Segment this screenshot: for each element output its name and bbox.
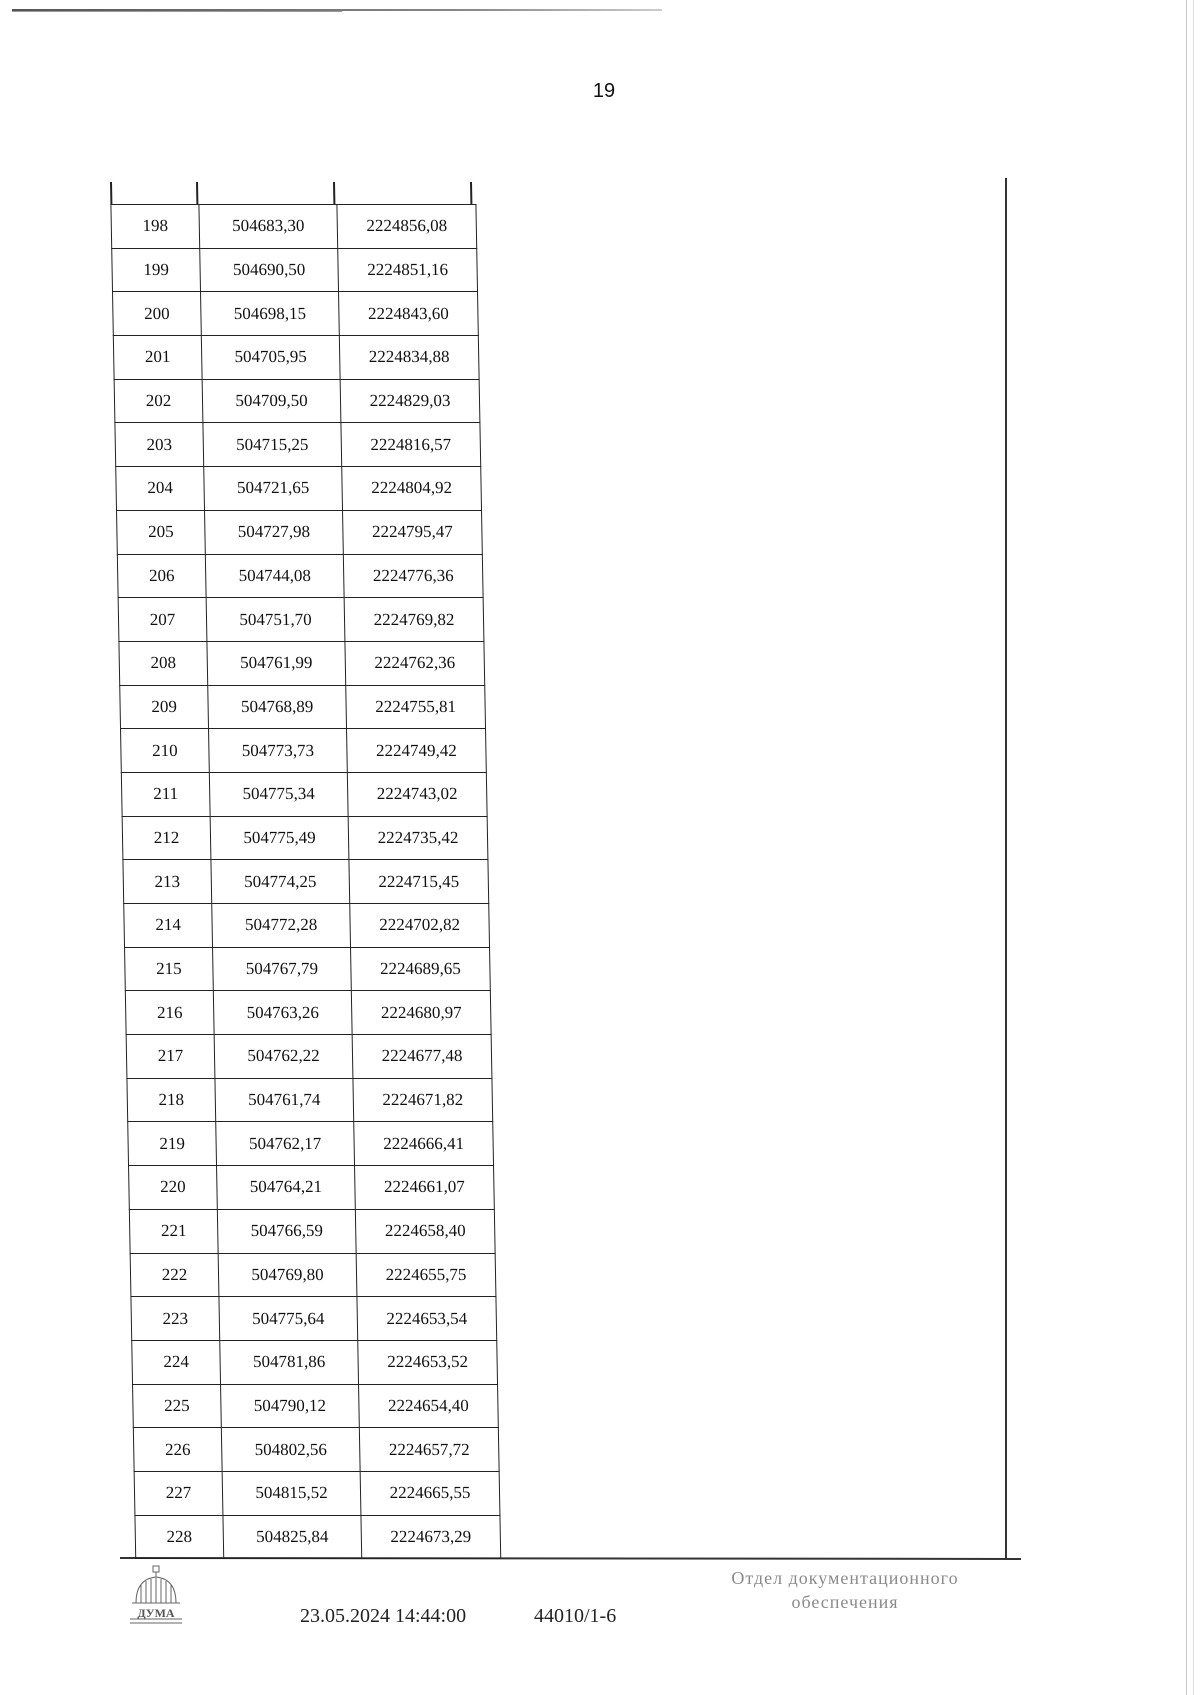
point-number-cell: 215 — [125, 947, 214, 991]
table-row — [112, 248, 478, 292]
y-coordinate-cell: 2224795,47 — [343, 510, 483, 554]
table-row — [116, 467, 482, 511]
point-number-cell: 206 — [117, 554, 206, 598]
table-row — [121, 772, 487, 816]
table-row — [117, 510, 483, 554]
point-number-cell: 212 — [122, 816, 211, 860]
table-row — [133, 1384, 499, 1428]
scan-edge-top-shadow — [12, 11, 342, 12]
point-number-cell: 202 — [114, 379, 203, 423]
table-row — [119, 641, 485, 685]
y-coordinate-cell: 2224689,65 — [351, 947, 491, 991]
point-number-cell: 216 — [125, 991, 214, 1035]
x-coordinate-cell: 504802,56 — [221, 1428, 360, 1472]
coordinates-table-body — [111, 205, 501, 1559]
y-coordinate-cell: 2224743,02 — [347, 772, 487, 816]
point-number-cell: 208 — [119, 641, 208, 685]
x-coordinate-cell: 504764,21 — [217, 1166, 356, 1210]
point-number-cell: 205 — [117, 510, 206, 554]
x-coordinate-cell: 504709,50 — [202, 379, 341, 423]
y-coordinate-cell: 2224762,36 — [345, 641, 485, 685]
point-number-cell: 199 — [112, 248, 201, 292]
x-coordinate-cell: 504727,98 — [205, 510, 344, 554]
x-coordinate-cell: 504772,28 — [212, 904, 351, 948]
x-coordinate-cell: 504781,86 — [220, 1340, 359, 1384]
x-coordinate-cell: 504769,80 — [218, 1253, 357, 1297]
point-number-cell: 223 — [131, 1297, 220, 1341]
table-row — [124, 904, 490, 948]
y-coordinate-cell: 2224843,60 — [339, 292, 479, 336]
coordinates-table-container — [110, 182, 497, 1558]
y-coordinate-cell: 2224755,81 — [346, 685, 486, 729]
table-row — [114, 379, 480, 423]
duma-logo — [128, 1565, 184, 1629]
point-number-cell: 219 — [128, 1122, 217, 1166]
x-coordinate-cell: 504698,15 — [201, 292, 340, 336]
department-line-2: обеспечения — [791, 1592, 899, 1612]
point-number-cell: 218 — [127, 1078, 216, 1122]
y-coordinate-cell: 2224673,29 — [361, 1515, 501, 1559]
table-row — [128, 1122, 494, 1166]
x-coordinate-cell: 504744,08 — [205, 554, 344, 598]
x-coordinate-cell: 504767,79 — [213, 947, 352, 991]
table-row — [134, 1471, 500, 1515]
table-row — [125, 991, 491, 1035]
y-coordinate-cell: 2224715,45 — [349, 860, 489, 904]
table-row — [113, 336, 479, 380]
y-coordinate-cell: 2224702,82 — [350, 904, 490, 948]
y-coordinate-cell: 2224657,72 — [359, 1428, 499, 1472]
frame-right-border — [1005, 178, 1007, 1558]
point-number-cell: 210 — [121, 729, 210, 773]
x-coordinate-cell: 504775,49 — [210, 816, 349, 860]
point-number-cell: 227 — [134, 1471, 223, 1515]
y-coordinate-cell: 2224677,48 — [352, 1035, 492, 1079]
y-coordinate-cell: 2224776,36 — [343, 554, 483, 598]
point-number-cell: 201 — [113, 336, 202, 380]
y-coordinate-cell: 2224851,16 — [338, 248, 478, 292]
y-coordinate-cell: 2224816,57 — [341, 423, 481, 467]
y-coordinate-cell: 2224665,55 — [360, 1471, 500, 1515]
table-row — [121, 729, 487, 773]
y-coordinate-cell: 2224735,42 — [348, 816, 488, 860]
table-row — [117, 554, 483, 598]
y-coordinate-cell: 2224749,42 — [347, 729, 487, 773]
point-number-cell: 226 — [133, 1428, 222, 1472]
table-row — [126, 1035, 492, 1079]
x-coordinate-cell: 504690,50 — [200, 248, 339, 292]
x-coordinate-cell: 504721,65 — [204, 467, 343, 511]
column-stub — [333, 182, 335, 204]
x-coordinate-cell: 504762,17 — [216, 1122, 355, 1166]
y-coordinate-cell: 2224769,82 — [344, 598, 484, 642]
point-number-cell: 200 — [113, 292, 202, 336]
point-number-cell: 198 — [111, 205, 200, 249]
x-coordinate-cell: 504790,12 — [221, 1384, 360, 1428]
y-coordinate-cell: 2224671,82 — [353, 1078, 493, 1122]
table-row — [122, 816, 488, 860]
table-row — [132, 1340, 498, 1384]
column-stub — [110, 182, 112, 204]
y-coordinate-cell: 2224834,88 — [339, 336, 479, 380]
point-number-cell: 228 — [135, 1515, 224, 1559]
x-coordinate-cell: 504773,73 — [209, 729, 348, 773]
y-coordinate-cell: 2224658,40 — [355, 1209, 495, 1253]
point-number-cell: 225 — [133, 1384, 222, 1428]
x-coordinate-cell: 504766,59 — [217, 1209, 356, 1253]
table-row — [113, 292, 479, 336]
x-coordinate-cell: 504683,30 — [199, 205, 338, 249]
x-coordinate-cell: 504705,95 — [201, 336, 340, 380]
y-coordinate-cell: 2224653,54 — [357, 1297, 497, 1341]
y-coordinate-cell: 2224653,52 — [358, 1340, 498, 1384]
y-coordinate-cell: 2224655,75 — [356, 1253, 496, 1297]
page-number: 19 — [592, 80, 616, 102]
x-coordinate-cell: 504774,25 — [211, 860, 350, 904]
y-coordinate-cell: 2224680,97 — [351, 991, 491, 1035]
table-row — [123, 860, 489, 904]
y-coordinate-cell: 2224661,07 — [355, 1166, 495, 1210]
duma-building-icon — [128, 1565, 184, 1629]
x-coordinate-cell: 504761,74 — [215, 1078, 354, 1122]
y-coordinate-cell: 2224666,41 — [354, 1122, 494, 1166]
table-row — [127, 1078, 493, 1122]
x-coordinate-cell: 504762,22 — [214, 1035, 353, 1079]
point-number-cell: 209 — [120, 685, 209, 729]
department-line-1: Отдел документационного — [731, 1568, 959, 1588]
point-number-cell: 207 — [118, 598, 207, 642]
table-row — [120, 685, 486, 729]
table-row — [130, 1253, 496, 1297]
x-coordinate-cell: 504761,99 — [207, 641, 346, 685]
x-coordinate-cell: 504815,52 — [222, 1471, 361, 1515]
table-row — [129, 1166, 495, 1210]
x-coordinate-cell: 504775,34 — [209, 772, 348, 816]
point-number-cell: 204 — [116, 467, 205, 511]
coordinates-table — [110, 204, 501, 1559]
table-row — [135, 1515, 501, 1559]
point-number-cell: 213 — [123, 860, 212, 904]
column-stub — [196, 182, 198, 204]
point-number-cell: 221 — [129, 1209, 218, 1253]
x-coordinate-cell: 504715,25 — [203, 423, 342, 467]
table-row — [115, 423, 481, 467]
column-stub — [470, 182, 472, 204]
y-coordinate-cell: 2224829,03 — [340, 379, 480, 423]
department-stamp — [700, 1566, 990, 1614]
point-number-cell: 222 — [130, 1253, 219, 1297]
scan-edge-right — [1186, 0, 1187, 1695]
point-number-cell: 224 — [132, 1340, 221, 1384]
table-row — [118, 598, 484, 642]
x-coordinate-cell: 504768,89 — [208, 685, 347, 729]
x-coordinate-cell: 504751,70 — [206, 598, 345, 642]
point-number-cell: 211 — [121, 772, 210, 816]
point-number-cell: 214 — [124, 904, 213, 948]
point-number-cell: 220 — [129, 1166, 218, 1210]
table-row — [125, 947, 491, 991]
y-coordinate-cell: 2224654,40 — [359, 1384, 499, 1428]
x-coordinate-cell: 504775,64 — [219, 1297, 358, 1341]
scan-edge-right-shadow — [1193, 0, 1194, 1695]
y-coordinate-cell: 2224804,92 — [342, 467, 482, 511]
y-coordinate-cell: 2224856,08 — [337, 205, 477, 249]
table-row — [129, 1209, 495, 1253]
table-row — [133, 1428, 499, 1472]
footer-document-code: 44010/1-6 — [534, 1605, 617, 1627]
table-continuation-stubs — [110, 182, 472, 204]
table-row — [111, 205, 477, 249]
x-coordinate-cell: 504825,84 — [223, 1515, 362, 1559]
logo-text: ДУМА — [137, 1606, 175, 1620]
point-number-cell: 217 — [126, 1035, 215, 1079]
x-coordinate-cell: 504763,26 — [213, 991, 352, 1035]
table-row — [131, 1297, 497, 1341]
footer-datetime: 23.05.2024 14:44:00 — [300, 1605, 467, 1627]
point-number-cell: 203 — [115, 423, 204, 467]
